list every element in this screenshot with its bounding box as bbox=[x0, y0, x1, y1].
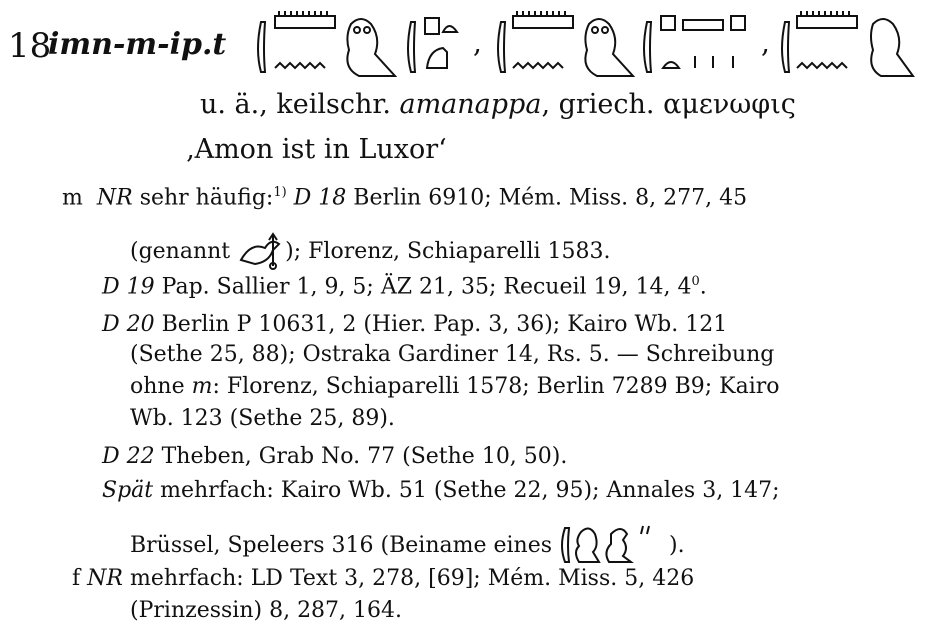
greek-form: αμενωφις bbox=[663, 89, 796, 120]
stool-icon bbox=[661, 16, 745, 30]
akkadian-form: amanappa bbox=[399, 89, 542, 120]
svg-text:,: , bbox=[473, 26, 482, 59]
ref-line: Spät mehrfach: Kairo Wb. 51 (Sethe 22, 95); Annales 3, 147; bbox=[102, 478, 780, 503]
ref-line: D 20 Berlin P 10631, 2 (Hier. Pap. 3, 36); Kairo Wb. 121 bbox=[102, 312, 728, 337]
owl-icon bbox=[347, 19, 395, 76]
ref-line: D 22 Theben, Grab No. 77 (Sethe 10, 50). bbox=[102, 444, 568, 469]
ref-line: m NR sehr häufig:$^{1)}$ D 18 Berlin 6910; Mém. Miss. 8, 277, 45 bbox=[62, 185, 748, 211]
entry-number: 18 bbox=[8, 26, 52, 66]
water-ripple-icon bbox=[275, 63, 325, 68]
ref-line: f NR mehrfach: LD Text 3, 278, [69]; Mém. Miss. 5, 426 bbox=[72, 566, 695, 591]
house-icon bbox=[425, 18, 457, 34]
owl-icon bbox=[871, 19, 913, 76]
reed-leaf-icon bbox=[408, 22, 415, 72]
ref-line: Wb. 123 (Sethe 25, 89). bbox=[130, 406, 395, 431]
ref-line: (Sethe 25, 88); Ostraka Gardiner 14, Rs. 5. — Schreibung bbox=[130, 342, 775, 367]
gameboard-icon bbox=[275, 11, 335, 28]
reed-leaf-icon bbox=[498, 22, 505, 72]
owl-icon bbox=[585, 19, 633, 76]
line-names: u. ä., keilschr. amanappa, griech. αμενωφις bbox=[200, 89, 796, 120]
bread-icon bbox=[427, 48, 447, 68]
hieroglyph-group-1 bbox=[255, 10, 931, 80]
svg-text:,: , bbox=[761, 26, 770, 59]
reed-birds-glyph-icon bbox=[559, 522, 669, 566]
reed-leaf-icon bbox=[644, 22, 651, 72]
gameboard-icon bbox=[797, 11, 857, 28]
transliteration: imn-m-ip.t bbox=[48, 27, 227, 62]
ref-line: D 19 Pap. Sallier 1, 9, 5; ÄZ 21, 35; Recueil 19, 14, $4^0$. bbox=[102, 274, 707, 300]
ref-line: Brüssel, Speleers 316 (Beiname eines ). bbox=[130, 522, 685, 566]
meaning: ‚Amon ist in Luxor‘ bbox=[186, 134, 447, 165]
water-ripple-icon bbox=[513, 63, 563, 68]
ref-line: ohne m: Florenz, Schiaparelli 1578; Berlin 7289 B9; Kairo bbox=[130, 374, 780, 399]
bird-glyph-icon bbox=[237, 230, 285, 270]
water-ripple-icon bbox=[797, 63, 847, 68]
strokes-icon bbox=[695, 56, 733, 68]
gameboard-icon bbox=[513, 11, 573, 28]
reed-leaf-icon bbox=[782, 22, 789, 72]
reed-leaf-icon bbox=[258, 22, 265, 72]
loaf-icon bbox=[663, 62, 679, 68]
ref-line: (Prinzessin) 8, 287, 164. bbox=[130, 598, 403, 623]
ref-line: (genannt ); Florenz, Schiaparelli 1583. bbox=[130, 230, 611, 270]
